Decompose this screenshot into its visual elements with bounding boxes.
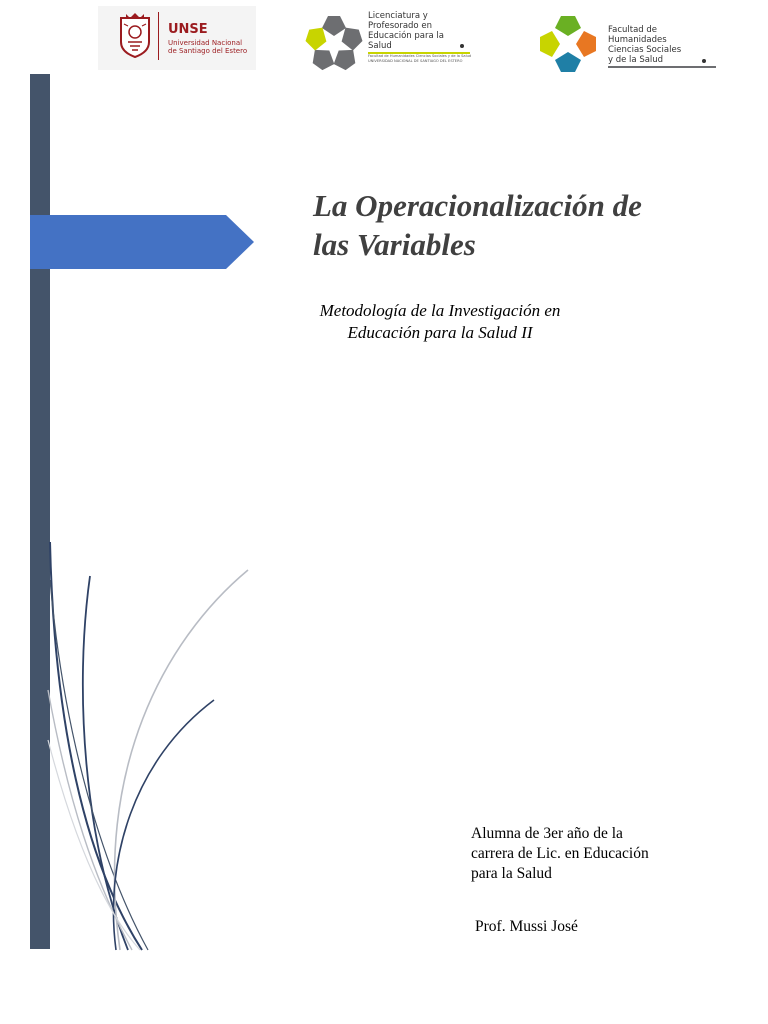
licenciatura-line2: Profesorado en: [368, 21, 432, 31]
licenciatura-small-line1: Facultad de Humanidades Ciencias Sociales y de la Salud: [368, 54, 472, 58]
professor-name: Prof. Mussi José: [475, 918, 578, 935]
licenciatura-line1: Licenciatura y: [368, 11, 428, 21]
arrow-banner: [30, 215, 254, 269]
unse-crest-icon: [118, 12, 152, 58]
unse-divider: [158, 12, 159, 60]
student-line3: para la Salud: [471, 865, 552, 882]
facultad-dot: [702, 59, 706, 63]
document-title: [313, 186, 733, 264]
subtitle-line2: Educación para la Salud II: [347, 323, 533, 342]
facultad-puzzle-icon: [536, 14, 602, 72]
subtitle-line1: Metodología de la Investigación en: [319, 301, 561, 320]
licenciatura-dot: [460, 44, 464, 48]
licenciatura-logo: [304, 10, 472, 74]
unse-name-line2: de Santiago del Estero: [168, 47, 248, 55]
facultad-underline: [608, 66, 716, 68]
licenciatura-line4: Salud: [368, 41, 392, 51]
facultad-logo: [534, 12, 718, 72]
student-info: [471, 824, 711, 884]
licenciatura-puzzle-icon: [304, 14, 364, 74]
student-line1: Alumna de 3er año de la: [471, 825, 623, 842]
licenciatura-line3: Educación para la: [368, 31, 444, 41]
facultad-line1: Facultad de: [608, 25, 658, 35]
student-line2: carrera de Lic. en Educación: [471, 845, 649, 862]
unse-acronym: UNSE: [168, 22, 208, 37]
document-title-line1: La Operacionalización de: [313, 188, 642, 223]
facultad-line2: Humanidades: [608, 35, 667, 45]
decorative-swooshes: [44, 540, 254, 952]
unse-name-line1: Universidad Nacional: [168, 39, 243, 47]
document-title-line2: las Variables: [313, 227, 476, 262]
facultad-line3: Ciencias Sociales: [608, 45, 682, 55]
facultad-line4: y de la Salud: [608, 55, 664, 65]
unse-logo: [98, 6, 256, 70]
licenciatura-small-line2: UNIVERSIDAD NACIONAL DE SANTIAGO DEL ESTERO: [368, 59, 463, 63]
document-subtitle: [306, 300, 574, 344]
